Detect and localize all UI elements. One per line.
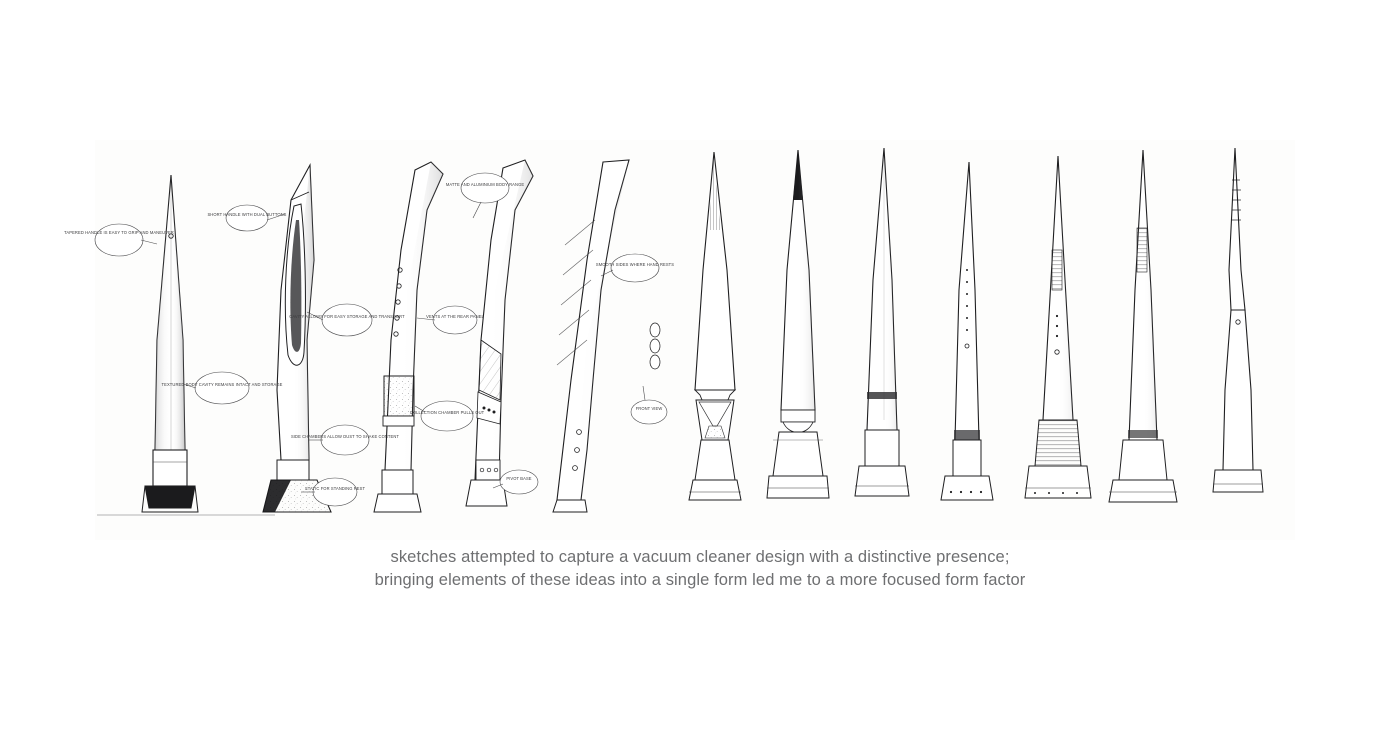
- annotation-5-text: SIDE CHAMBERS ALLOW DUST TO SHAKE CONTENT: [290, 434, 400, 439]
- annotation-10-text: PIVOT BASE: [506, 476, 532, 481]
- annotation-6-text: STATIC FOR STANDING REST: [304, 486, 366, 491]
- caption-line-1: sketches attempted to capture a vacuum cleaner design with a distinctive presence;: [390, 548, 1010, 566]
- annotation-9-text: COLLECTION CHAMBER PULLS OUT: [409, 410, 485, 415]
- sketch-sheet: [64, 140, 1295, 540]
- annotation-11-text: SMOOTH SIDES WHERE HAND RESTS: [595, 262, 675, 267]
- caption-line-2: bringing elements of these ideas into a single form led me to a more focused form factor: [374, 571, 1026, 589]
- detail-callout-boxes: [650, 323, 660, 369]
- annotation-1-text: TAPERED HANDLE IS EASY TO GRIP AND MANEUVER: [64, 230, 174, 235]
- caption: [0, 546, 1400, 592]
- annotation-12-text: FRONT VIEW: [635, 406, 663, 411]
- annotation-8-text: VENTS AT THE REAR PANEL: [426, 314, 484, 319]
- annotation-3-text: CAVITY ALLOWS FOR EASY STORAGE AND TRANSPORT: [289, 314, 405, 319]
- annotation-7-text: MATTE AND ALUMINIUM BODY RANGE: [445, 182, 525, 187]
- annotation-4-text: TEXTURED BODY CAVITY REMAINS INTACT AND STORAGE: [161, 382, 283, 387]
- annotation-2-text: SHORT HANDLE WITH DUAL BUTTONS: [207, 212, 287, 217]
